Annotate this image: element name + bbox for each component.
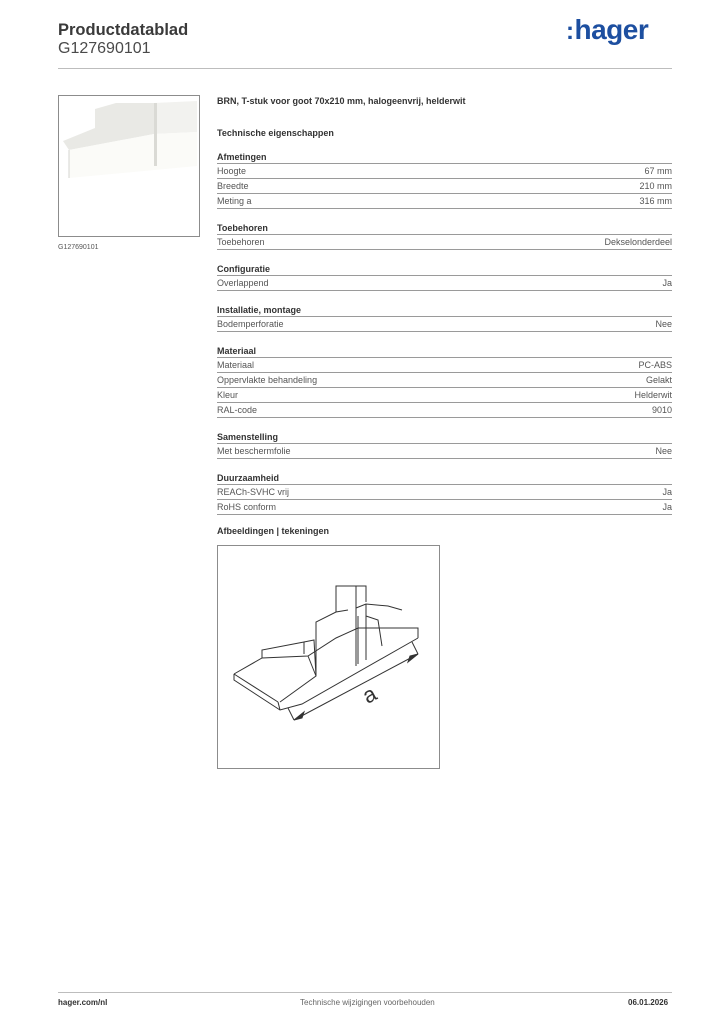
spec-value: Nee bbox=[655, 319, 672, 329]
hager-logo bbox=[566, 14, 648, 46]
spec-section bbox=[217, 345, 672, 418]
spec-label: Kleur bbox=[217, 390, 239, 400]
spec-label: Hoogte bbox=[217, 166, 247, 176]
technical-drawing-image bbox=[218, 546, 439, 768]
spec-label: Met beschermfolie bbox=[217, 446, 291, 456]
section-heading: Afmetingen bbox=[217, 151, 672, 164]
footer-divider bbox=[58, 992, 672, 993]
spec-value: PC-ABS bbox=[638, 360, 672, 370]
spec-row bbox=[217, 276, 672, 291]
spec-row bbox=[217, 235, 672, 250]
spec-label: RoHS conform bbox=[217, 502, 277, 512]
spec-section bbox=[217, 304, 672, 332]
tech-properties-heading: Technische eigenschappen bbox=[217, 128, 334, 138]
product-photo-image bbox=[59, 96, 199, 236]
spec-row bbox=[217, 164, 672, 179]
page-title: Productdatablad bbox=[58, 21, 189, 39]
section-heading: Duurzaamheid bbox=[217, 472, 672, 485]
section-heading: Materiaal bbox=[217, 345, 672, 358]
section-heading: Configuratie bbox=[217, 263, 672, 276]
section-heading: Samenstelling bbox=[217, 431, 672, 444]
spec-row bbox=[217, 500, 672, 515]
spec-value: Ja bbox=[662, 278, 672, 288]
spec-row bbox=[217, 317, 672, 332]
spec-label: REACh-SVHC vrij bbox=[217, 487, 290, 497]
spec-value: Helderwit bbox=[634, 390, 672, 400]
logo-colon: : bbox=[566, 18, 574, 45]
spec-row bbox=[217, 373, 672, 388]
header-divider bbox=[58, 68, 672, 69]
section-heading: Toebehoren bbox=[217, 222, 672, 235]
spec-section bbox=[217, 431, 672, 459]
spec-label: RAL-code bbox=[217, 405, 258, 415]
footer-date: 06.01.2026 bbox=[628, 998, 669, 1007]
section-heading: Installatie, montage bbox=[217, 304, 672, 317]
photo-caption: G127690101 bbox=[58, 244, 99, 251]
spec-value: Ja bbox=[662, 487, 672, 497]
spec-value: 67 mm bbox=[644, 166, 672, 176]
product-code: G127690101 bbox=[58, 40, 151, 57]
spec-section bbox=[217, 263, 672, 291]
spec-row bbox=[217, 444, 672, 459]
spec-row bbox=[217, 194, 672, 209]
spec-value: 9010 bbox=[651, 405, 672, 415]
product-photo bbox=[58, 95, 200, 237]
spec-value: Ja bbox=[662, 502, 672, 512]
spec-label: Overlappend bbox=[217, 278, 269, 288]
dimension-label-a: a bbox=[358, 680, 381, 709]
footer-website-link[interactable]: hager.com/nl bbox=[58, 998, 108, 1007]
spec-section bbox=[217, 472, 672, 515]
spec-row bbox=[217, 485, 672, 500]
spec-label: Toebehoren bbox=[217, 237, 265, 247]
spec-value: Dekselonderdeel bbox=[604, 237, 672, 247]
spec-label: Materiaal bbox=[217, 360, 255, 370]
images-heading: Afbeeldingen | tekeningen bbox=[217, 526, 330, 536]
spec-label: Bodemperforatie bbox=[217, 319, 284, 329]
spec-value: 210 mm bbox=[639, 181, 672, 191]
technical-drawing bbox=[217, 545, 440, 769]
spec-value: 316 mm bbox=[639, 196, 672, 206]
spec-row bbox=[217, 179, 672, 194]
spec-content bbox=[217, 96, 672, 515]
spec-value: Gelakt bbox=[645, 375, 672, 385]
spec-section bbox=[217, 222, 672, 250]
logo-text: hager bbox=[574, 14, 649, 45]
spec-label: Meting a bbox=[217, 196, 252, 206]
spec-label: Breedte bbox=[217, 181, 249, 191]
spec-value: Nee bbox=[655, 446, 672, 456]
product-description: BRN, T-stuk voor goot 70x210 mm, halogeenvrij, helderwit bbox=[217, 96, 466, 106]
spec-row bbox=[217, 358, 672, 373]
spec-section bbox=[217, 151, 672, 209]
spec-row bbox=[217, 403, 672, 418]
spec-label: Oppervlakte behandeling bbox=[217, 375, 318, 385]
spec-row bbox=[217, 388, 672, 403]
footer-notice: Technische wijzigingen voorbehouden bbox=[300, 998, 435, 1007]
